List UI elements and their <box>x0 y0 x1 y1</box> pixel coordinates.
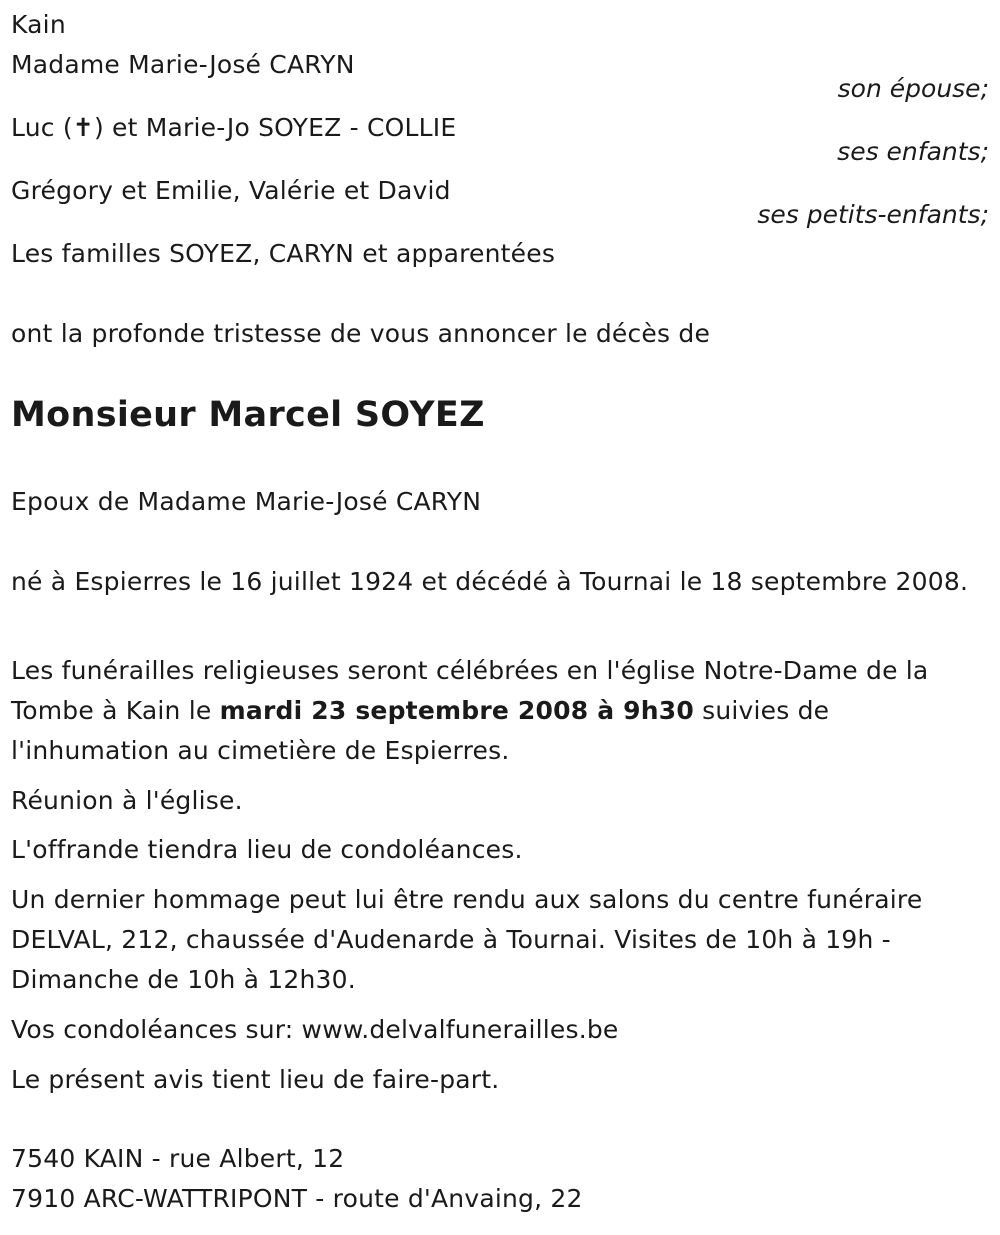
children-names-end: ) et Marie-Jo SOYEZ - COLLIE <box>93 113 457 142</box>
birth-death-text: né à Espierres le 16 juillet 1924 et décédé à Tournai le 18 septembre 2008. <box>11 567 969 596</box>
offering-text: L'offrande tiendra lieu de condoléances. <box>11 835 523 864</box>
children-names-start: Luc ( <box>11 113 73 142</box>
place-name: Kain <box>11 10 66 39</box>
role-children: ses enfants; <box>837 137 989 166</box>
role-grandchildren: ses petits-enfants; <box>757 200 989 229</box>
funeral-text <box>11 651 986 771</box>
dagger-icon: ✝ <box>72 113 94 142</box>
role-spouse: son épouse; <box>837 74 989 103</box>
funeral-intro: Les funérailles religieuses seront célébrées en l'église Notre-Dame de la Tombe à Kain le <box>11 656 929 725</box>
address-kain: 7540 KAIN - rue Albert, 12 <box>11 1144 345 1173</box>
announcement-text: ont la profonde tristesse de vous annoncer le décès de <box>11 319 711 348</box>
spouse-line: Epoux de Madame Marie-José CARYN <box>11 487 482 516</box>
family-spouse: Madame Marie-José CARYN <box>11 50 355 79</box>
family-grandchildren: Grégory et Emilie, Valérie et David <box>11 176 451 205</box>
notice-text: Le présent avis tient lieu de faire-part. <box>11 1065 500 1094</box>
address-arc-wattripont: 7910 ARC-WATTRIPONT - route d'Anvaing, 22 <box>11 1184 583 1213</box>
tribute-text: Un dernier hommage peut lui être rendu aux salons du centre funéraire DELVAL, 212, chaussée d'Audenarde à Tournai. Visites de 10h à 19h - Dimanche de 10h à 12h30. <box>11 885 923 994</box>
meeting-text: Réunion à l'église. <box>11 786 243 815</box>
funeral-outro: suivies de l'inhumation au cimetière de Espierres. <box>11 696 830 765</box>
condolences-text: Vos condoléances sur: www.delvalfunerailles.be <box>11 1015 619 1044</box>
family-children <box>11 108 456 148</box>
deceased-name: Monsieur Marcel SOYEZ <box>11 395 485 435</box>
funeral-date: mardi 23 septembre 2008 à 9h30 <box>219 696 694 725</box>
family-relatives: Les familles SOYEZ, CARYN et apparentées <box>11 239 556 268</box>
